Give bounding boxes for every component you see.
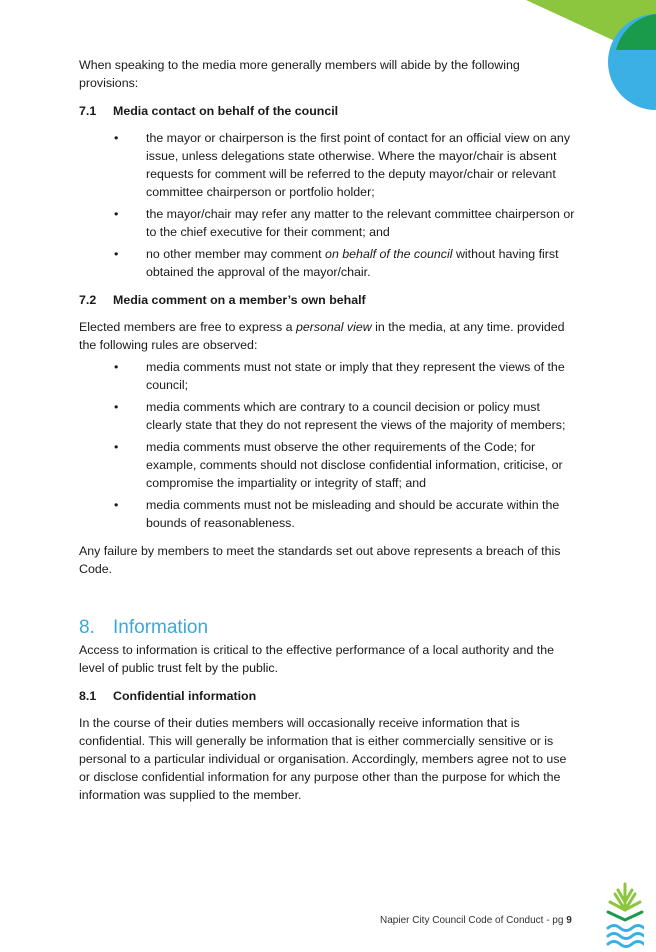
intro-paragraph: When speaking to the media more generally members will abide by the following provisions: xyxy=(79,58,520,90)
list-item: • media comments must not be misleading and should be accurate within the bounds of reasonableness. xyxy=(114,498,560,530)
list-item: • media comments must not state or imply that they represent the views of the council; xyxy=(114,360,565,392)
page-footer xyxy=(380,912,572,930)
section-7-2-list xyxy=(79,358,579,532)
page-number: 9 xyxy=(566,915,572,926)
section-7-1-list xyxy=(79,129,579,281)
section-8-1-body: In the course of their duties members will occasionally receive information that is confidential. This will generally be information that is either commercially sensitive or is personal to a particular individual or organisation. Accordingly, members agree not to use or disclose confidential information for any purpose other than the purpose for which the information was supplied to the member. xyxy=(79,716,567,802)
list-item: • the mayor or chairperson is the first point of contact for an official view on any issue, unless delegations state otherwise. Where the mayor/chair is absent requests for comment will be referred to the deputy mayor/chair or relevant committee chairperson or portfolio holder; xyxy=(114,131,571,199)
page-content xyxy=(79,56,579,814)
section-7-2-intro: Elected members are free to express a personal view in the media, at any time. provided the following rules are observed: xyxy=(79,320,565,352)
section-7-2-heading: 7.2 Media comment on a member’s own behalf xyxy=(79,293,366,307)
section-7-1-heading: 7.1 Media contact on behalf of the council xyxy=(79,104,339,118)
list-item: • the mayor/chair may refer any matter to the relevant committee chairperson or to the chief executive for their comment; and xyxy=(114,207,575,239)
section-8-heading: 8. Information xyxy=(79,617,209,638)
list-item: • no other member may comment on behalf of the council without having first obtained the approval of the mayor/chair. xyxy=(114,247,559,279)
council-logo xyxy=(606,880,644,948)
section-8-intro: Access to information is critical to the effective performance of a local authority and the level of public trust felt by the public. xyxy=(79,643,554,675)
section-8-1-heading: 8.1 Confidential information xyxy=(79,689,257,703)
list-item: • media comments which are contrary to a council decision or policy must clearly state that they do not represent the views of the majority of members; xyxy=(114,400,566,432)
footer-text: Napier City Council Code of Conduct - pg xyxy=(380,915,567,926)
section-7-2-closing: Any failure by members to meet the standards set out above represents a breach of this Code. xyxy=(79,544,561,576)
list-item: • media comments must observe the other requirements of the Code; for example, comments should not disclose confidential information, criticise, or compromise the impartiality or integrity of staff; and xyxy=(114,440,563,490)
